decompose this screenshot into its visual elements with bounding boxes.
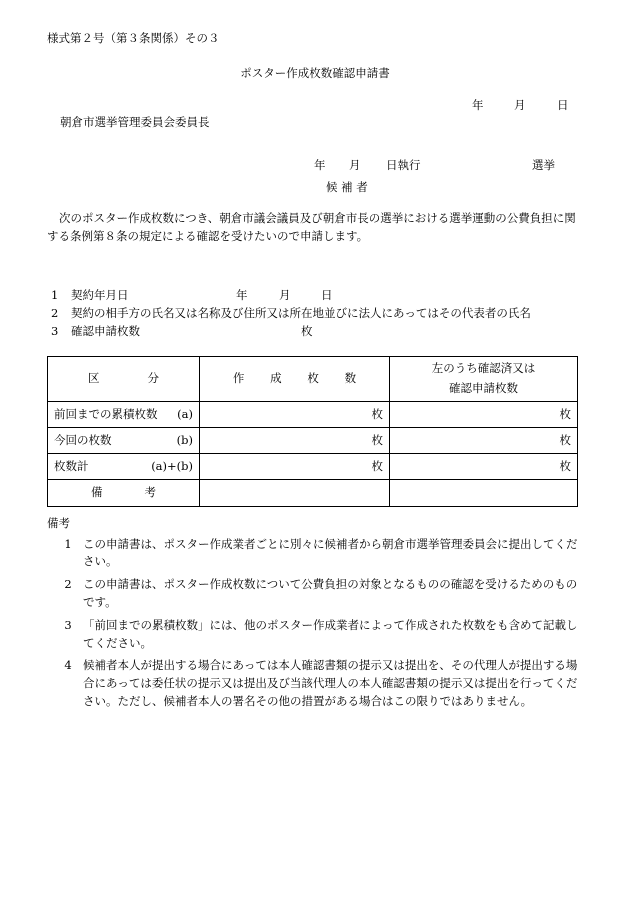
confirmed-count-cell[interactable]: 枚 — [390, 454, 578, 480]
table-row — [48, 428, 578, 454]
remarks-cell[interactable] — [200, 480, 390, 507]
table-row — [48, 454, 578, 480]
form-label: 様式第２号（第３条関係）その３ — [47, 31, 220, 45]
table-header-row — [48, 357, 578, 402]
header-category: 区 分 — [48, 357, 200, 402]
made-count-cell[interactable]: 枚 — [200, 454, 390, 480]
page-title: ポスター作成枚数確認申請書 — [240, 66, 390, 80]
addressee: 朝倉市選挙管理委員会委員長 — [60, 115, 210, 129]
note-item: 4 候補者本人が提出する場合にあっては本人確認書類の提示又は提出を、その代理人が提出する場合にあっては委任状の提示又は提出及び当該代理人の本人確認書類の提示又は提出を行ってください。ただし、候補者本人の署名その他の措置がある場合はこの限りではありません。 — [64, 658, 578, 709]
confirmed-count-cell[interactable]: 枚 — [390, 428, 578, 454]
header-made-count: 作 成 枚 数 — [200, 357, 390, 402]
note-item: 2 この申請書は、ポスター作成枚数について公費負担の対象となるものの確認を受けるためのものです。 — [64, 577, 578, 609]
notes-section — [47, 516, 581, 716]
application-form: 様式第２号（第３条関係）その３ ポスター作成枚数確認申請書 年 月 日 朝倉市選挙管理委員会委員長 年 月 日執行 選挙 候 補 者 次のポスター作成枚数につき、朝倉市議会議員及び朝倉市長の選挙における選挙運動の公費負担に関する条例第８条の規定による確認を受けたいので申請します。 1 契約年月日 年 月 日 2 契約の相手方の氏名又は名称及び住所又は所在地並びに法人にあってはその代表者の氏名 3 確認申請枚数 枚 区 分 作 成 枚 数 左のうち確認済又は 確認申請枚数 前回までの累積枚数 (a) 枚 枚 今回の枚数 (b) 枚 枚 枚数計 (a)+(b) 枚 枚 備 考 備考 1 この申請書は、ポスター作成業者ごとに別々に候補者から朝倉市選挙管理委員会に提出してください。 2 この申請書は、ポスター作成枚数について公費負担の対象となるものの確認を受けるためのものです。 3 「前回までの累積枚数」には、他のポスター作成業者によって作成された枚数をも含めて記載してください。 4 候補者本人が提出する場合にあっては本人確認書類の提示又は提出を、その代理人が提出する場合にあっては委任状の提示又は提出及び当該代理人の本人確認書類の提示又は提出を行ってください。ただし、候補者本人の署名その他の措置がある場合はこの限りではありません。 — [0, 0, 630, 903]
row-label: 前回までの累積枚数 (a) — [48, 402, 200, 428]
made-count-cell[interactable]: 枚 — [200, 428, 390, 454]
remarks-label: 備 考 — [48, 480, 200, 507]
candidate-label: 候 補 者 — [326, 180, 368, 194]
row-label: 今回の枚数 (b) — [48, 428, 200, 454]
confirmed-count-cell[interactable]: 枚 — [390, 402, 578, 428]
notes-title: 備考 — [47, 516, 70, 530]
header-confirmed-count: 左のうち確認済又は 確認申請枚数 — [390, 357, 578, 402]
remarks-row — [48, 480, 578, 507]
note-item: 1 この申請書は、ポスター作成業者ごとに別々に候補者から朝倉市選挙管理委員会に提出してください。 — [64, 536, 578, 569]
row-label: 枚数計 (a)+(b) — [48, 454, 200, 480]
table-row — [48, 402, 578, 428]
body-text: 次のポスター作成枚数につき、朝倉市議会議員及び朝倉市長の選挙における選挙運動の公費負担に関する条例第８条の規定による確認を受けたいので申請します。 — [47, 211, 576, 243]
note-item: 3 「前回までの累積枚数」には、他のポスター作成業者によって作成された枚数をも含めて記載してください。 — [64, 617, 578, 650]
count-table — [47, 356, 578, 507]
remarks-cell[interactable] — [390, 480, 578, 507]
made-count-cell[interactable]: 枚 — [200, 402, 390, 428]
